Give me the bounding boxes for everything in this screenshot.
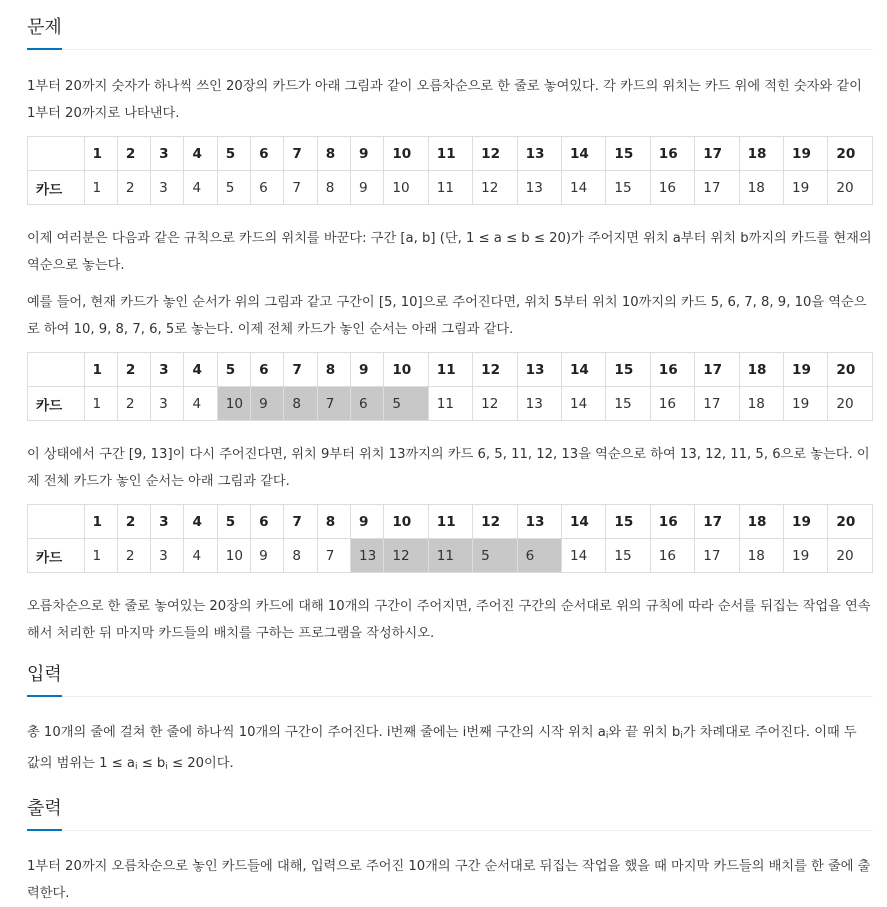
position-cell: 10 (384, 353, 428, 387)
position-cell: 18 (739, 505, 783, 539)
card-cell: 5 (384, 387, 428, 421)
position-cell: 10 (384, 505, 428, 539)
input-text-e: ≤ 20이다. (167, 756, 234, 771)
problem-section-header (27, 0, 873, 50)
card-cell: 19 (784, 171, 828, 205)
input-text-a: 총 10개의 줄에 걸쳐 한 줄에 하나씩 10개의 구간이 주어진다. i번째 줄에는 i번째 구간의 시작 위치 a (27, 725, 606, 740)
output-title: 출력 (27, 781, 62, 831)
problem-paragraph-5: 오름차순으로 한 줄로 놓여있는 20장의 카드에 대해 10개의 구간이 주어지면, 주어진 구간의 순서대로 위의 규칙에 따라 순서를 뒤집는 작업을 연속해서 처리한 뒤 마지막 카드들의 배치를 구하는 프로그램을 작성하시오. (27, 599, 871, 641)
card-cell: 1 (84, 171, 117, 205)
card-cell: 10 (384, 171, 428, 205)
position-cell: 20 (828, 137, 873, 171)
position-cell: 6 (251, 353, 284, 387)
problem-paragraph-2: 이제 여러분은 다음과 같은 규칙으로 카드의 위치를 바꾼다: 구간 [a, b] (단, 1 ≤ a ≤ b ≤ 20)가 주어지면 위치 a부터 위치 b까지의 카드를 현재의 역순으로 놓는다. (27, 231, 872, 273)
card-cell: 10 (217, 539, 250, 573)
position-cell: 12 (473, 137, 517, 171)
card-cell: 7 (317, 539, 350, 573)
position-cell: 15 (606, 353, 650, 387)
card-row-label: 카드 (28, 387, 85, 421)
position-cell: 11 (428, 137, 472, 171)
card-cell: 19 (784, 539, 828, 573)
position-cell: 8 (317, 353, 350, 387)
position-cell: 4 (184, 353, 217, 387)
card-cell: 9 (351, 171, 384, 205)
card-cell: 20 (828, 171, 873, 205)
input-sub-1: i (605, 731, 609, 741)
card-cell: 6 (517, 539, 561, 573)
card-cell: 16 (650, 171, 694, 205)
position-cell: 17 (695, 505, 739, 539)
input-title: 입력 (27, 647, 62, 697)
position-cell: 10 (384, 137, 428, 171)
position-cell: 6 (251, 137, 284, 171)
card-cell: 16 (650, 539, 694, 573)
card-cell: 17 (695, 171, 739, 205)
corner-cell (28, 505, 85, 539)
position-cell: 19 (784, 353, 828, 387)
position-cell: 2 (117, 505, 150, 539)
position-cell: 8 (317, 137, 350, 171)
position-cell: 17 (695, 353, 739, 387)
position-cell: 19 (784, 505, 828, 539)
card-cell: 3 (151, 539, 184, 573)
input-sub-4: i (165, 762, 168, 772)
position-cell: 3 (151, 353, 184, 387)
card-row (28, 539, 873, 573)
position-cell: 2 (117, 137, 150, 171)
problem-title: 문제 (27, 0, 62, 50)
card-cell: 13 (517, 171, 561, 205)
position-cell: 13 (517, 137, 561, 171)
card-row (28, 387, 873, 421)
card-cell: 4 (184, 387, 217, 421)
card-cell: 19 (784, 387, 828, 421)
card-cell: 18 (739, 387, 783, 421)
card-cell: 17 (695, 387, 739, 421)
card-cell: 2 (117, 387, 150, 421)
position-cell: 7 (284, 353, 317, 387)
position-cell: 18 (739, 353, 783, 387)
card-cell: 9 (251, 539, 284, 573)
position-cell: 11 (428, 505, 472, 539)
corner-cell (28, 137, 85, 171)
input-paragraph (27, 719, 873, 781)
position-cell: 5 (217, 505, 250, 539)
position-cell: 18 (739, 137, 783, 171)
card-cell: 14 (561, 171, 605, 205)
card-cell: 18 (739, 171, 783, 205)
card-table-initial (27, 136, 873, 205)
input-text-b: 와 끝 위치 b (608, 725, 681, 740)
card-cell: 15 (606, 171, 650, 205)
input-section-header (27, 647, 873, 697)
card-cell: 6 (351, 387, 384, 421)
card-row (28, 171, 873, 205)
card-cell: 7 (284, 171, 317, 205)
card-cell: 12 (384, 539, 428, 573)
position-cell: 2 (117, 353, 150, 387)
problem-paragraph-3: 예를 들어, 현재 카드가 놓인 순서가 위의 그림과 같고 구간이 [5, 10]으로 주어진다면, 위치 5부터 위치 10까지의 카드 5, 6, 7, 8, 9, 10을 역순으로 하여 10, 9, 8, 7, 6, 5로 놓는다. 이제 전체 카드가 놓인 순서는 아래 그림과 같다. (27, 295, 867, 337)
corner-cell (28, 353, 85, 387)
card-cell: 4 (184, 171, 217, 205)
card-cell: 1 (84, 387, 117, 421)
position-cell: 17 (695, 137, 739, 171)
position-cell: 7 (284, 505, 317, 539)
position-cell: 15 (606, 137, 650, 171)
card-cell: 13 (351, 539, 384, 573)
card-cell: 10 (217, 387, 250, 421)
position-cell: 16 (650, 505, 694, 539)
position-cell: 9 (351, 137, 384, 171)
position-cell: 15 (606, 505, 650, 539)
card-table-after-first-reverse (27, 352, 873, 421)
card-cell: 12 (473, 387, 517, 421)
card-cell: 8 (317, 171, 350, 205)
position-cell: 9 (351, 353, 384, 387)
position-cell: 13 (517, 353, 561, 387)
position-cell: 4 (184, 505, 217, 539)
card-cell: 11 (428, 387, 472, 421)
card-cell: 7 (317, 387, 350, 421)
problem-paragraph-4: 이 상태에서 구간 [9, 13]이 다시 주어진다면, 위치 9부터 위치 13까지의 카드 6, 5, 11, 12, 13을 역순으로 하여 13, 12, 11, 5, 6으로 놓는다. 이제 전체 카드가 놓인 순서는 아래 그림과 같다. (27, 447, 870, 489)
card-cell: 15 (606, 539, 650, 573)
position-cell: 5 (217, 137, 250, 171)
input-text-d: ≤ b (137, 756, 166, 771)
card-cell: 3 (151, 171, 184, 205)
position-cell: 7 (284, 137, 317, 171)
position-cell: 1 (84, 505, 117, 539)
position-header-row (28, 137, 873, 171)
card-cell: 16 (650, 387, 694, 421)
card-cell: 1 (84, 539, 117, 573)
card-cell: 4 (184, 539, 217, 573)
position-cell: 14 (561, 137, 605, 171)
card-cell: 8 (284, 387, 317, 421)
position-cell: 6 (251, 505, 284, 539)
card-table-after-second-reverse (27, 504, 873, 573)
position-cell: 16 (650, 353, 694, 387)
position-cell: 16 (650, 137, 694, 171)
card-cell: 2 (117, 171, 150, 205)
position-cell: 13 (517, 505, 561, 539)
card-row-label: 카드 (28, 171, 85, 205)
output-section-header (27, 781, 873, 831)
card-cell: 11 (428, 539, 472, 573)
output-paragraph: 1부터 20까지 오름차순으로 놓인 카드들에 대해, 입력으로 주어진 10개의 구간 순서대로 뒤집는 작업을 했을 때 마지막 카드들의 배치를 한 줄에 출력한다. (27, 859, 871, 901)
card-cell: 5 (473, 539, 517, 573)
card-cell: 11 (428, 171, 472, 205)
position-cell: 11 (428, 353, 472, 387)
card-cell: 18 (739, 539, 783, 573)
position-cell: 14 (561, 505, 605, 539)
position-cell: 3 (151, 505, 184, 539)
card-cell: 17 (695, 539, 739, 573)
input-text-c: 가 차례대로 주어진다. 이때 두 값의 범위는 1 ≤ a (27, 725, 857, 771)
card-cell: 3 (151, 387, 184, 421)
problem-paragraph-1: 1부터 20까지 숫자가 하나씩 쓰인 20장의 카드가 아래 그림과 같이 오름차순으로 한 줄로 놓여있다. 각 카드의 위치는 카드 위에 적힌 숫자와 같이 1부터 20까지로 나타낸다. (27, 79, 862, 121)
position-cell: 9 (351, 505, 384, 539)
card-cell: 5 (217, 171, 250, 205)
card-row-label: 카드 (28, 539, 85, 573)
card-cell: 2 (117, 539, 150, 573)
position-cell: 20 (828, 505, 873, 539)
card-cell: 13 (517, 387, 561, 421)
position-header-row (28, 353, 873, 387)
input-sub-3: i (134, 762, 138, 772)
card-cell: 8 (284, 539, 317, 573)
card-cell: 20 (828, 387, 873, 421)
position-cell: 8 (317, 505, 350, 539)
position-cell: 1 (84, 353, 117, 387)
position-cell: 4 (184, 137, 217, 171)
card-cell: 15 (606, 387, 650, 421)
position-cell: 14 (561, 353, 605, 387)
card-cell: 6 (251, 171, 284, 205)
card-cell: 14 (561, 539, 605, 573)
card-cell: 9 (251, 387, 284, 421)
card-cell: 14 (561, 387, 605, 421)
position-cell: 1 (84, 137, 117, 171)
position-cell: 5 (217, 353, 250, 387)
position-cell: 19 (784, 137, 828, 171)
card-cell: 12 (473, 171, 517, 205)
position-cell: 20 (828, 353, 873, 387)
input-sub-2: i (680, 731, 683, 741)
card-cell: 20 (828, 539, 873, 573)
position-cell: 12 (473, 353, 517, 387)
position-cell: 3 (151, 137, 184, 171)
position-cell: 12 (473, 505, 517, 539)
position-header-row (28, 505, 873, 539)
